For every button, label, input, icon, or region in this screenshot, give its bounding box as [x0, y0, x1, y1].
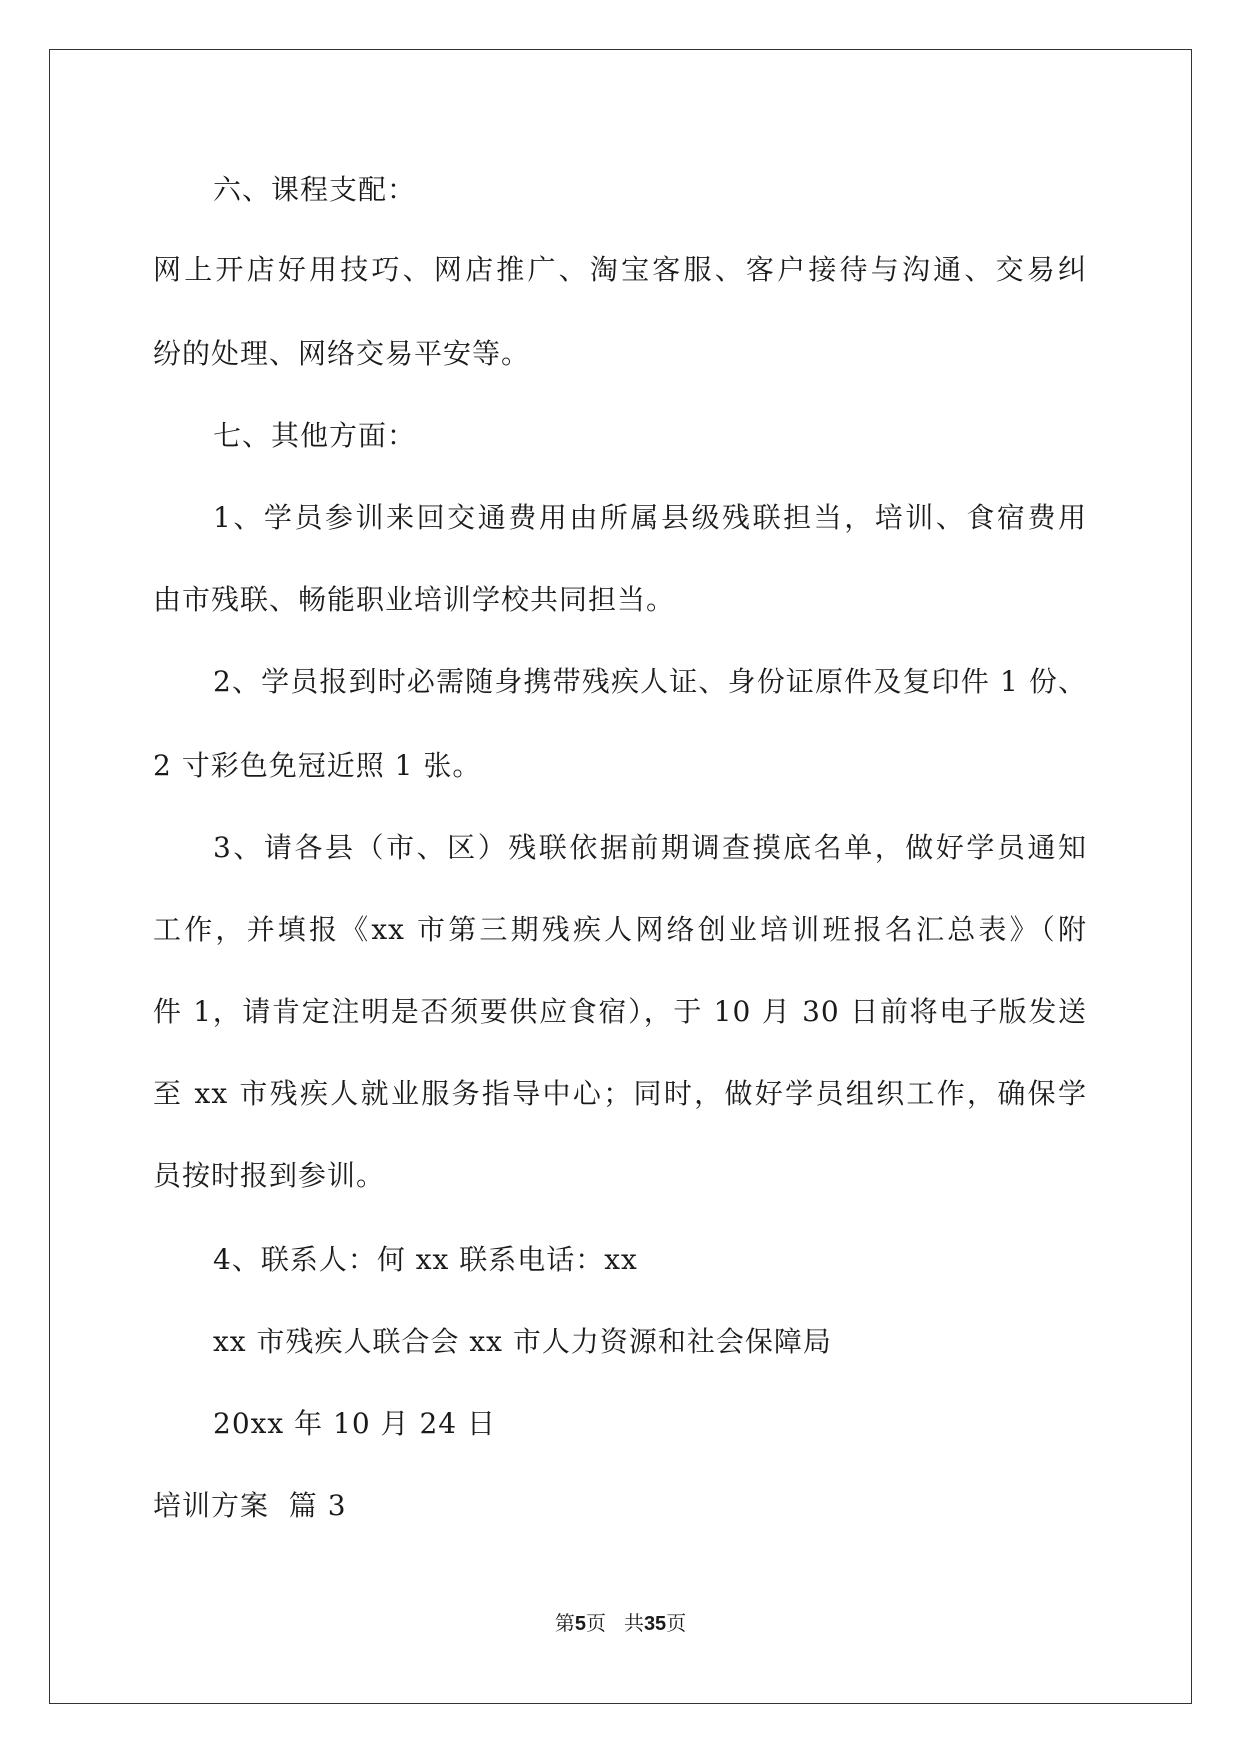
page-footer	[0, 1611, 1241, 1636]
item-2-line-2: 2 寸彩色免冠近照 1 张。	[153, 749, 482, 782]
item-3-line-1: 3、请各县（市、区）残联依据前期调查摸底名单，做好学员通知	[213, 831, 1087, 864]
item-3-line-3: 件 1，请肯定注明是否须要供应食宿），于 10 月 30 日前将电子版发送	[153, 995, 1087, 1028]
page-number: 5	[574, 1613, 586, 1635]
item-4-contact: 4、联系人：何 xx 联系电话：xx	[213, 1243, 638, 1276]
issuing-organizations: xx 市残疾人联合会 xx 市人力资源和社会保障局	[213, 1325, 832, 1358]
issue-date: 20xx 年 10 月 24 日	[213, 1407, 496, 1440]
course-text-line-2: 纷的处理、网络交易平安等。	[153, 337, 531, 370]
item-1-line-2: 由市残联、畅能职业培训学校共同担当。	[153, 583, 676, 616]
item-1-line-1: 1、学员参训来回交通费用由所属县级残联担当，培训、食宿费用	[213, 501, 1087, 534]
page-suffix: 页	[585, 1611, 606, 1635]
total-prefix: 共	[623, 1611, 644, 1635]
section-heading-seven: 七、其他方面：	[213, 419, 417, 452]
course-text-line-1: 网上开店好用技巧、网店推广、淘宝客服、客户接待与沟通、交易纠	[153, 253, 1087, 286]
item-2-line-1: 2、学员报到时必需随身携带残疾人证、身份证原件及复印件 1 份、	[213, 665, 1087, 698]
page-prefix: 第	[554, 1611, 575, 1635]
total-pages: 35	[643, 1613, 667, 1635]
item-3-line-4: 至 xx 市残疾人就业服务指导中心；同时，做好学员组织工作，确保学	[153, 1077, 1087, 1110]
total-suffix: 页	[666, 1611, 687, 1635]
section-heading-six: 六、课程支配：	[213, 173, 417, 206]
next-section-heading: 培训方案 篇 3	[153, 1489, 347, 1522]
item-3-line-5: 员按时报到参训。	[153, 1159, 386, 1192]
item-3-line-2: 工作，并填报《xx 市第三期残疾人网络创业培训班报名汇总表》（附	[153, 913, 1087, 946]
page-border	[49, 49, 1192, 1704]
